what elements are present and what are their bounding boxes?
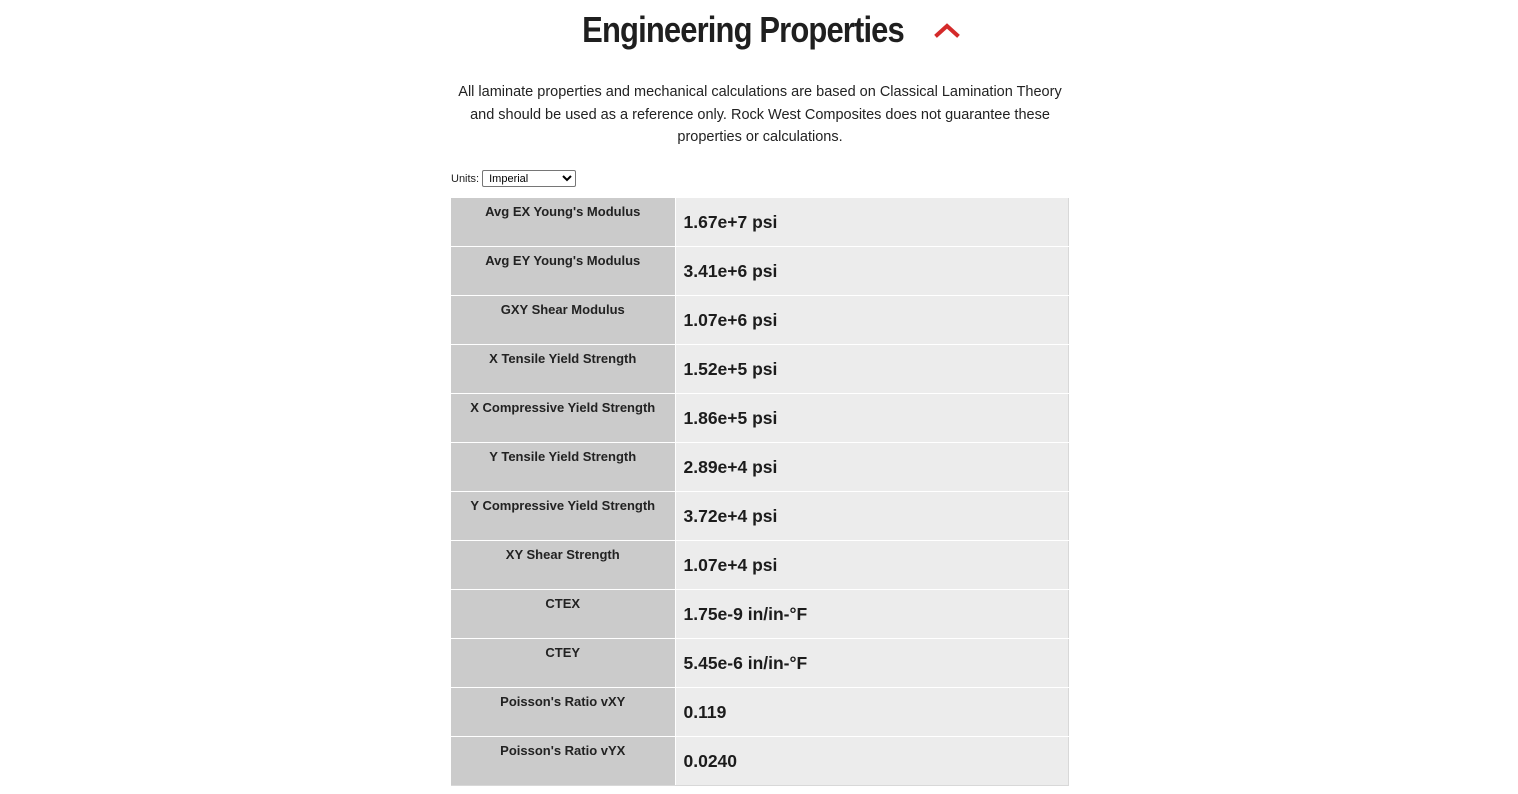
table-row: [451, 492, 1069, 541]
section-title: Engineering Properties: [582, 9, 904, 50]
property-value: 3.41e+6 psi: [675, 247, 1069, 296]
property-value: 0.119: [675, 688, 1069, 737]
chevron-up-icon[interactable]: [932, 15, 962, 45]
property-label: Y Tensile Yield Strength: [451, 443, 675, 492]
property-value: 1.52e+5 psi: [675, 345, 1069, 394]
property-value: 1.75e-9 in/in-°F: [675, 590, 1069, 639]
table-row: [451, 394, 1069, 443]
property-label: CTEY: [451, 639, 675, 688]
table-row: [451, 541, 1069, 590]
table-row: [451, 639, 1069, 688]
table-row: [451, 688, 1069, 737]
units-select[interactable]: [482, 170, 576, 187]
units-row: [451, 170, 576, 187]
property-label: Poisson's Ratio vYX: [451, 737, 675, 786]
table-row: [451, 296, 1069, 345]
table-row: [451, 737, 1069, 786]
title-row: [0, 8, 1518, 52]
property-label: Y Compressive Yield Strength: [451, 492, 675, 541]
property-value: 1.67e+7 psi: [675, 198, 1069, 247]
property-label: Avg EX Young's Modulus: [451, 198, 675, 247]
table-row: [451, 247, 1069, 296]
units-label: Units:: [451, 172, 480, 185]
property-value: 3.72e+4 psi: [675, 492, 1069, 541]
table-row: [451, 345, 1069, 394]
chevron-up-icon-graphic: [934, 22, 960, 38]
property-value: 0.0240: [675, 737, 1069, 786]
property-label: Avg EY Young's Modulus: [451, 247, 675, 296]
property-label: CTEX: [451, 590, 675, 639]
property-value: 1.86e+5 psi: [675, 394, 1069, 443]
table-row: [451, 198, 1069, 247]
property-label: GXY Shear Modulus: [451, 296, 675, 345]
property-value: 5.45e-6 in/in-°F: [675, 639, 1069, 688]
property-value: 1.07e+6 psi: [675, 296, 1069, 345]
property-value: 1.07e+4 psi: [675, 541, 1069, 590]
disclaimer-text: All laminate properties and mechanical calculations are based on Classical Lamination Theory and should be used as a reference only. Rock West Composites does not guarantee these properties or calculations.: [458, 84, 1062, 145]
property-label: XY Shear Strength: [451, 541, 675, 590]
property-value: 2.89e+4 psi: [675, 443, 1069, 492]
table-row: [451, 443, 1069, 492]
properties-table-body: [451, 198, 1069, 786]
property-label: X Compressive Yield Strength: [451, 394, 675, 443]
engineering-properties-table: [451, 198, 1069, 786]
property-label: Poisson's Ratio vXY: [451, 688, 675, 737]
property-label: X Tensile Yield Strength: [451, 345, 675, 394]
table-row: [451, 590, 1069, 639]
